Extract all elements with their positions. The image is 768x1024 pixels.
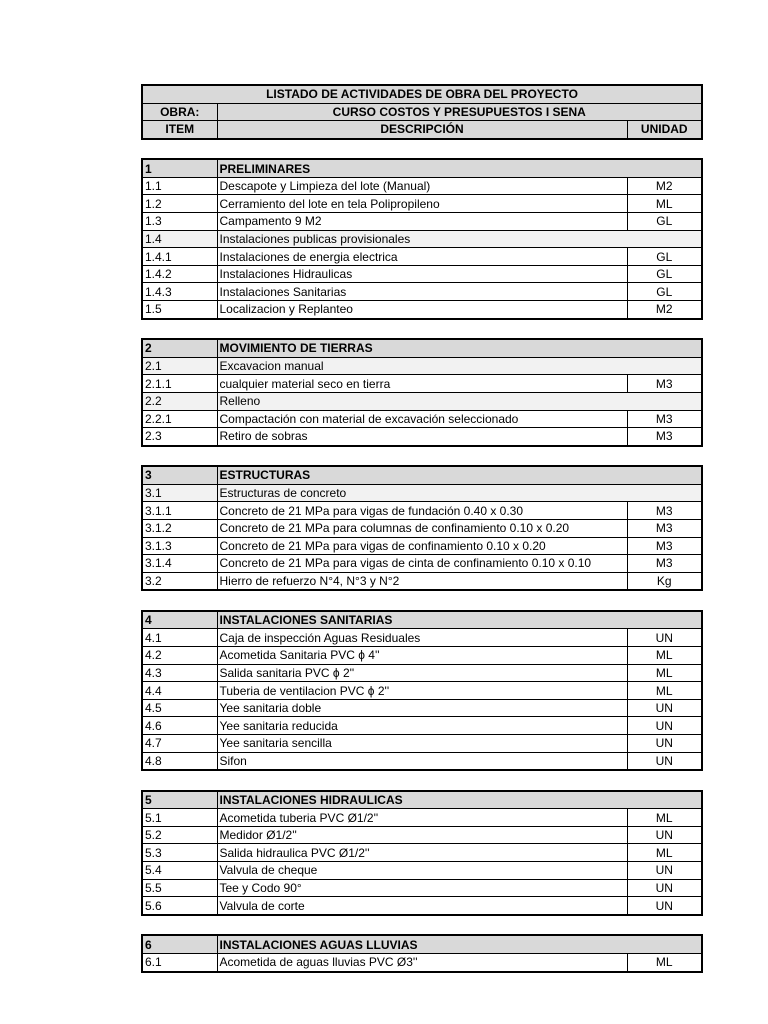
- section-number-cell[interactable]: 4: [142, 611, 217, 629]
- section-table: [141, 610, 703, 771]
- col-header-item[interactable]: ITEM: [142, 121, 217, 139]
- description-cell[interactable]: Concreto de 21 MPa para columnas de confinamiento 0.10 x 0.20: [217, 519, 627, 537]
- unit-cell[interactable]: ML: [627, 809, 702, 827]
- table-row: [142, 572, 702, 590]
- section-number-cell[interactable]: 2: [142, 339, 217, 357]
- item-cell[interactable]: 6.1: [142, 953, 217, 971]
- item-cell[interactable]: 4.6: [142, 717, 217, 735]
- table-row: [142, 502, 702, 520]
- table-row: [142, 392, 702, 410]
- unit-cell[interactable]: UN: [627, 897, 702, 915]
- description-cell[interactable]: cualquier material seco en tierra: [217, 375, 627, 393]
- col-header-description[interactable]: DESCRIPCIÓN: [217, 121, 627, 139]
- item-cell[interactable]: 2.2: [142, 392, 217, 410]
- table-row: [142, 283, 702, 301]
- description-cell[interactable]: Campamento 9 M2: [217, 213, 627, 231]
- description-cell[interactable]: Valvula de cheque: [217, 862, 627, 880]
- description-cell[interactable]: Medidor Ø1/2'': [217, 826, 627, 844]
- description-cell[interactable]: Salida sanitaria PVC ϕ 2'': [217, 664, 627, 682]
- table-row: [142, 826, 702, 844]
- table-row: [142, 844, 702, 862]
- spreadsheet: [141, 84, 701, 973]
- description-cell[interactable]: Yee sanitaria sencilla: [217, 735, 627, 753]
- header-columns-row: [142, 121, 702, 139]
- section-gap: [141, 447, 701, 466]
- unit-cell[interactable]: UN: [627, 752, 702, 770]
- section-title-cell[interactable]: INSTALACIONES SANITARIAS: [217, 611, 702, 629]
- section-header-row: [142, 339, 702, 357]
- table-row: [142, 717, 702, 735]
- description-cell[interactable]: Tee y Codo 90°: [217, 879, 627, 897]
- item-cell[interactable]: 5.4: [142, 862, 217, 880]
- table-row: [142, 195, 702, 213]
- unit-cell[interactable]: M3: [627, 537, 702, 555]
- section-header-row: [142, 159, 702, 177]
- table-row: [142, 699, 702, 717]
- project-title[interactable]: LISTADO DE ACTIVIDADES DE OBRA DEL PROYECTO: [142, 85, 702, 103]
- unit-cell[interactable]: GL: [627, 265, 702, 283]
- obra-value[interactable]: CURSO COSTOS Y PRESUPUESTOS I SENA: [217, 103, 702, 121]
- table-row: [142, 862, 702, 880]
- table-row: [142, 248, 702, 266]
- description-cell[interactable]: Cerramiento del lote en tela Polipropileno: [217, 195, 627, 213]
- unit-cell[interactable]: Kg: [627, 572, 702, 590]
- item-cell[interactable]: 4.1: [142, 629, 217, 647]
- item-cell[interactable]: 1.4.1: [142, 248, 217, 266]
- description-cell[interactable]: Acometida Sanitaria PVC ϕ 4'': [217, 647, 627, 665]
- section-number-cell[interactable]: 5: [142, 791, 217, 809]
- description-cell[interactable]: Localizacion y Replanteo: [217, 301, 627, 319]
- table-row: [142, 809, 702, 827]
- unit-cell[interactable]: M3: [627, 428, 702, 446]
- table-row: [142, 410, 702, 428]
- description-cell[interactable]: Sifon: [217, 752, 627, 770]
- table-row: [142, 953, 702, 971]
- unit-cell[interactable]: ML: [627, 664, 702, 682]
- unit-cell[interactable]: GL: [627, 213, 702, 231]
- item-cell[interactable]: 1.2: [142, 195, 217, 213]
- unit-cell[interactable]: UN: [627, 879, 702, 897]
- section-header-row: [142, 791, 702, 809]
- unit-cell[interactable]: ML: [627, 953, 702, 971]
- table-row: [142, 735, 702, 753]
- section-number-cell[interactable]: 3: [142, 466, 217, 484]
- item-cell[interactable]: 1.4: [142, 230, 217, 248]
- item-cell[interactable]: 3.1.3: [142, 537, 217, 555]
- section-header-row: [142, 935, 702, 953]
- header-obra-row: [142, 103, 702, 121]
- description-cell[interactable]: Estructuras de concreto: [217, 484, 702, 502]
- table-row: [142, 519, 702, 537]
- item-cell[interactable]: 3.1: [142, 484, 217, 502]
- section-table: [141, 790, 703, 916]
- sections-container: [141, 140, 701, 973]
- item-cell[interactable]: 4.3: [142, 664, 217, 682]
- item-cell[interactable]: 4.2: [142, 647, 217, 665]
- table-row: [142, 555, 702, 573]
- item-cell[interactable]: 2.1.1: [142, 375, 217, 393]
- unit-cell[interactable]: GL: [627, 283, 702, 301]
- unit-cell[interactable]: M2: [627, 301, 702, 319]
- unit-cell[interactable]: M3: [627, 375, 702, 393]
- item-cell[interactable]: 1.4.3: [142, 283, 217, 301]
- description-cell[interactable]: Tuberia de ventilacion PVC ϕ 2'': [217, 682, 627, 700]
- obra-label[interactable]: OBRA:: [142, 103, 217, 121]
- unit-cell[interactable]: ML: [627, 844, 702, 862]
- unit-cell[interactable]: M2: [627, 177, 702, 195]
- unit-cell[interactable]: UN: [627, 717, 702, 735]
- item-cell[interactable]: 2.1: [142, 357, 217, 375]
- item-cell[interactable]: 5.5: [142, 879, 217, 897]
- item-cell[interactable]: 1.5: [142, 301, 217, 319]
- description-cell[interactable]: Hierro de refuerzo N°4, N°3 y N°2: [217, 572, 627, 590]
- item-cell[interactable]: 1.4.2: [142, 265, 217, 283]
- section-table: [141, 465, 703, 591]
- table-row: [142, 647, 702, 665]
- section-table: [141, 158, 703, 319]
- item-cell[interactable]: 4.8: [142, 752, 217, 770]
- section-title-cell[interactable]: ESTRUCTURAS: [217, 466, 702, 484]
- description-cell[interactable]: Instalaciones publicas provisionales: [217, 230, 702, 248]
- description-cell[interactable]: Descapote y Limpieza del lote (Manual): [217, 177, 627, 195]
- col-header-unit[interactable]: UNIDAD: [627, 121, 702, 139]
- unit-cell[interactable]: M3: [627, 519, 702, 537]
- unit-cell[interactable]: UN: [627, 699, 702, 717]
- item-cell[interactable]: 5.3: [142, 844, 217, 862]
- section-gap: [141, 320, 701, 339]
- section-gap: [141, 771, 701, 790]
- description-cell[interactable]: Acometida de aguas lluvias PVC Ø3'': [217, 953, 627, 971]
- section-table: [141, 338, 703, 447]
- unit-cell[interactable]: UN: [627, 735, 702, 753]
- description-cell[interactable]: Acometida tuberia PVC Ø1/2'': [217, 809, 627, 827]
- item-cell[interactable]: 4.4: [142, 682, 217, 700]
- table-row: [142, 664, 702, 682]
- table-row: [142, 537, 702, 555]
- table-row: [142, 879, 702, 897]
- header-title-row: [142, 85, 702, 103]
- section-header-row: [142, 466, 702, 484]
- table-row: [142, 484, 702, 502]
- unit-cell[interactable]: ML: [627, 682, 702, 700]
- item-cell[interactable]: 2.2.1: [142, 410, 217, 428]
- unit-cell[interactable]: ML: [627, 647, 702, 665]
- description-cell[interactable]: Instalaciones Hidraulicas: [217, 265, 627, 283]
- description-cell[interactable]: Concreto de 21 MPa para vigas de confinamiento 0.10 x 0.20: [217, 537, 627, 555]
- item-cell[interactable]: 3.1.1: [142, 502, 217, 520]
- item-cell[interactable]: 3.1.2: [142, 519, 217, 537]
- table-row: [142, 629, 702, 647]
- unit-cell[interactable]: GL: [627, 248, 702, 266]
- table-row: [142, 897, 702, 915]
- section-title-cell[interactable]: INSTALACIONES AGUAS LLUVIAS: [217, 935, 702, 953]
- section-title-cell[interactable]: MOVIMIENTO DE TIERRAS: [217, 339, 702, 357]
- unit-cell[interactable]: M3: [627, 502, 702, 520]
- unit-cell[interactable]: UN: [627, 862, 702, 880]
- item-cell[interactable]: 3.2: [142, 572, 217, 590]
- table-row: [142, 230, 702, 248]
- description-cell[interactable]: Concreto de 21 MPa para vigas de cinta de confinamiento 0.10 x 0.10: [217, 555, 627, 573]
- item-cell[interactable]: 4.7: [142, 735, 217, 753]
- section-gap: [141, 591, 701, 610]
- unit-cell[interactable]: UN: [627, 629, 702, 647]
- section-number-cell[interactable]: 1: [142, 159, 217, 177]
- section-number-cell[interactable]: 6: [142, 935, 217, 953]
- section-title-cell[interactable]: PRELIMINARES: [217, 159, 702, 177]
- description-cell[interactable]: Instalaciones de energia electrica: [217, 248, 627, 266]
- section-header-row: [142, 611, 702, 629]
- item-cell[interactable]: 3.1.4: [142, 555, 217, 573]
- description-cell[interactable]: Instalaciones Sanitarias: [217, 283, 627, 301]
- section-gap: [141, 916, 701, 935]
- description-cell[interactable]: Relleno: [217, 392, 702, 410]
- description-cell[interactable]: Compactación con material de excavación seleccionado: [217, 410, 627, 428]
- section-title-cell[interactable]: INSTALACIONES HIDRAULICAS: [217, 791, 702, 809]
- description-cell[interactable]: Caja de inspección Aguas Residuales: [217, 629, 627, 647]
- description-cell[interactable]: Concreto de 21 MPa para vigas de fundación 0.40 x 0.30: [217, 502, 627, 520]
- table-row: [142, 213, 702, 231]
- item-cell[interactable]: 5.2: [142, 826, 217, 844]
- table-row: [142, 428, 702, 446]
- description-cell[interactable]: Yee sanitaria doble: [217, 699, 627, 717]
- item-cell[interactable]: 2.3: [142, 428, 217, 446]
- item-cell[interactable]: 5.1: [142, 809, 217, 827]
- description-cell[interactable]: Yee sanitaria reducida: [217, 717, 627, 735]
- table-row: [142, 177, 702, 195]
- description-cell[interactable]: Salida hidraulica PVC Ø1/2'': [217, 844, 627, 862]
- section-gap: [141, 140, 701, 159]
- description-cell[interactable]: Excavacion manual: [217, 357, 702, 375]
- table-row: [142, 301, 702, 319]
- description-cell[interactable]: Valvula de corte: [217, 897, 627, 915]
- item-cell[interactable]: 5.6: [142, 897, 217, 915]
- section-table: [141, 934, 703, 972]
- table-row: [142, 752, 702, 770]
- unit-cell[interactable]: ML: [627, 195, 702, 213]
- item-cell[interactable]: 1.3: [142, 213, 217, 231]
- header-table: [141, 84, 703, 140]
- item-cell[interactable]: 4.5: [142, 699, 217, 717]
- unit-cell[interactable]: UN: [627, 826, 702, 844]
- table-row: [142, 265, 702, 283]
- description-cell[interactable]: Retiro de sobras: [217, 428, 627, 446]
- item-cell[interactable]: 1.1: [142, 177, 217, 195]
- table-row: [142, 357, 702, 375]
- table-row: [142, 682, 702, 700]
- unit-cell[interactable]: M3: [627, 555, 702, 573]
- unit-cell[interactable]: M3: [627, 410, 702, 428]
- table-row: [142, 375, 702, 393]
